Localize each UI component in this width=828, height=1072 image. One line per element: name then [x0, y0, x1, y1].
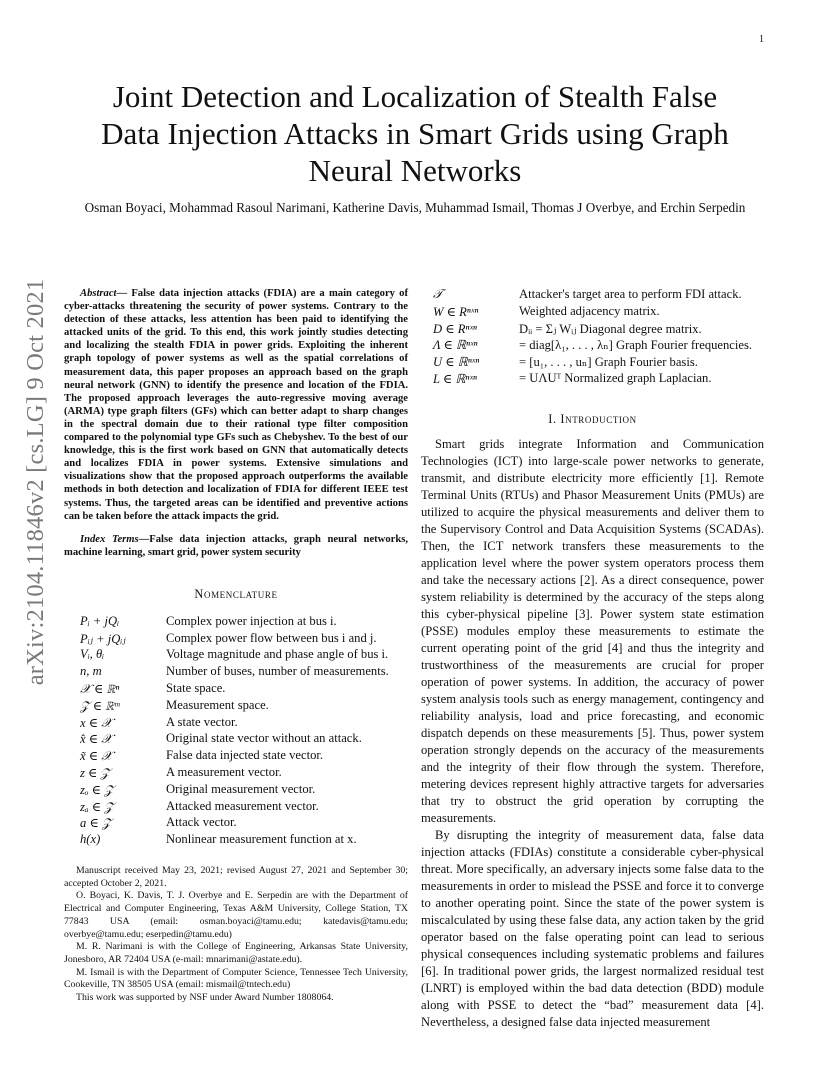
index-terms	[64, 533, 408, 559]
nomenclature-symbol: a ∈ 𝒵	[80, 816, 112, 831]
nomenclature-row	[421, 371, 764, 388]
nomenclature-row	[64, 698, 408, 715]
nomenclature-row	[421, 337, 764, 354]
nomenclature-symbol: x̂ ∈ 𝒳	[80, 732, 113, 747]
nomenclature-row	[64, 614, 408, 631]
nomenclature-symbol: L ∈ ℝⁿˣⁿ	[433, 371, 477, 386]
nomenclature-symbol: U ∈ ℝⁿˣⁿ	[433, 355, 480, 370]
nomenclature-description: Nonlinear measurement function at x.	[166, 832, 357, 847]
nomenclature-row	[64, 681, 408, 698]
nomenclature-symbol: x ∈ 𝒳	[80, 715, 113, 730]
abstract-lead: Abstract	[80, 288, 117, 299]
nomenclature-symbol: h(x)	[80, 832, 101, 847]
nomenclature-description: Complex power flow between bus i and j.	[166, 630, 377, 645]
nomenclature-row	[64, 765, 408, 782]
nomenclature-description: Number of buses, number of measurements.	[166, 664, 389, 679]
nomenclature-table-continued	[421, 287, 764, 388]
nomenclature-description: False data injected state vector.	[166, 748, 324, 763]
nomenclature-row	[64, 782, 408, 799]
author-list: Osman Boyaci, Mohammad Rasoul Narimani, Katherine Davis, Muhammad Ismail, Thomas J Overbye, and Erchin Serpedin	[84, 200, 746, 215]
nomenclature-symbol: 𝒵 ∈ ℝᵐ	[80, 698, 120, 713]
nomenclature-description: Weighted adjacency matrix.	[519, 303, 660, 318]
left-column	[64, 287, 408, 1005]
nomenclature-symbol: n, m	[80, 664, 102, 679]
nomenclature-row	[64, 731, 408, 748]
nomenclature-symbol: 𝒳 ∈ ℝⁿ	[80, 682, 120, 697]
nomenclature-row	[421, 304, 764, 321]
nomenclature-description: Attack vector.	[166, 815, 237, 830]
right-column	[421, 287, 764, 1031]
nomenclature-row	[64, 715, 408, 732]
nomenclature-row	[64, 832, 408, 849]
nomenclature-description: = UΛUᵀ Normalized graph Laplacian.	[519, 370, 712, 385]
index-terms-lead: Index Terms	[80, 533, 139, 545]
footnote: This work was supported by NSF under Award Number 1808064.	[76, 992, 334, 1004]
nomenclature-symbol: D ∈ Rⁿˣⁿ	[433, 321, 477, 336]
nomenclature-row	[421, 354, 764, 371]
nomenclature-description: Complex power injection at bus i.	[166, 613, 337, 628]
nomenclature-description: Voltage magnitude and phase angle of bus i.	[166, 647, 389, 662]
page-number: 1	[759, 34, 764, 45]
nomenclature-row	[421, 287, 764, 304]
nomenclature-symbol: 𝒯	[433, 287, 443, 301]
nomenclature-symbol: x̃ ∈ 𝒳	[80, 749, 113, 764]
nomenclature-heading: Nomenclature	[194, 586, 278, 601]
nomenclature-description: = diag[λ₁, . . . , λₙ] Graph Fourier frequencies.	[519, 338, 753, 353]
nomenclature-description: Attacker's target area to perform FDI attack.	[519, 287, 742, 301]
intro-paragraph: By disrupting the integrity of measurement data, false data injection attacks (FDIAs) constitute a considerable cyber-physical threat. More specifically, an adversary injects some false data to the measurements in order to mislead the PSSE and force it to converge to another operating point. Since the state of the power system is miscalculated by using these false data, any action taken by the grid operator based on the false operating point can lead to serious physical consequences including systematic problems and failures [6]. In traditional power grids, the largest normalized residual test (LNRT) is employed within the bad data detection (BDD) module along with PSSE to detect the “bad” measurement data [4]. Nevertheless, a designed false data injected measurement	[421, 827, 764, 1029]
footnote: M. Ismail is with the Department of Computer Science, Tennessee Tech University, Cookeville, TN 38505 USA (email: mismail@tntech.edu)	[64, 966, 408, 991]
nomenclature-row	[64, 664, 408, 681]
nomenclature-symbol: z ∈ 𝒵	[80, 766, 111, 781]
footnotes	[64, 865, 408, 1005]
abstract-text: — False data injection attacks (FDIA) are a main category of cyber-attacks threatening the security of power systems. Contrary to the detection of these attacks, less attention has been paid to identifying the attacked units of the grid. To this end, this work jointly studies detecting and localizing the stealth FDIA in power grids. Exploiting the inherent graph topology of power systems as well as the spatial correlations of measurement data, this paper proposes an approach based on the graph neural network (GNN) to identify the presence and location of the FDIA. The proposed approach leverages the auto-regressive moving average (ARMA) type graph filters (GFs) which can better adapt to sharp changes in the spectral domain due to their rational type filter composition compared to the polynomial type GFs such as Chebyshev. To the best of our knowledge, this is the first work based on GNN that automatically detects and localizes FDIA in power systems. Extensive simulations and visualizations show that the proposed approach outperforms the available methods in both detection and localization of FDIA for different IEEE test systems. Thus, the targeted areas can be identified and preventive actions can be taken before the attack impacts the grid.	[64, 288, 408, 522]
nomenclature-symbol: W ∈ Rⁿˣⁿ	[433, 304, 479, 319]
nomenclature-description: A state vector.	[166, 714, 238, 729]
nomenclature-description: = [u₁, . . . , uₙ] Graph Fourier basis.	[519, 355, 698, 370]
nomenclature-description: Original measurement vector.	[166, 781, 316, 796]
arxiv-identifier: arXiv:2104.11846v2 [cs.LG] 9 Oct 2021	[22, 278, 49, 686]
nomenclature-description: Attacked measurement vector.	[166, 798, 319, 813]
nomenclature-symbol: zₐ ∈ 𝒵	[80, 799, 114, 814]
nomenclature-row	[64, 631, 408, 648]
nomenclature-row	[421, 321, 764, 338]
introduction-heading: I. Introduction	[548, 411, 637, 426]
nomenclature-row	[64, 748, 408, 765]
nomenclature-symbol: zₒ ∈ 𝒵	[80, 782, 114, 797]
nomenclature-table	[64, 614, 408, 849]
paper-title: Joint Detection and Localization of Stealth False Data Injection Attacks in Smart Grids using Graph Neural Networks	[101, 79, 729, 188]
nomenclature-symbol: Λ ∈ ℝⁿˣⁿ	[433, 338, 478, 353]
nomenclature-symbol: Pᵢⱼ + jQᵢⱼ	[80, 631, 126, 646]
footnote: Manuscript received May 23, 2021; revised August 27, 2021 and September 30; accepted October 2, 2021.	[64, 865, 408, 889]
nomenclature-row	[64, 815, 408, 832]
nomenclature-symbol: Vᵢ, θᵢ	[80, 647, 105, 662]
nomenclature-description: Dᵢᵢ = Σⱼ Wᵢⱼ Diagonal degree matrix.	[519, 321, 702, 336]
footnote: M. R. Narimani is with the College of Engineering, Arkansas State University, Jonesboro, AR 72404 USA (e-mail: mnarimani@astate.edu).	[64, 941, 408, 965]
nomenclature-description: Measurement space.	[166, 697, 269, 712]
intro-paragraph: Smart grids integrate Information and Communication Technologies (ICT) into large-scale power networks to generate, transmit, and distribute electricity more efficiently [1]. Remote Terminal Units (RTUs) and Phasor Measurement Units (PMUs) are utilized to acquire the physical measurements and deliver them to the Supervisory Control and Data Acquisition Systems (SCADAs). Then, the ICT network transfers these measurements to the application level where the power system operators process them and take the necessary actions [2]. As a direct consequence, power system reliability is determined by the accuracy of the steps along this cyber-physical pipeline [3]. Power system state estimation (PSSE) modules employ these measurements to estimate the current operating point of the grid [4] and thus the integrity and trustworthiness of the measurements are crucial for proper operation of power systems. In addition, the accuracy of power system analysis tools such as energy management, contingency and reliability analysis, load and price forecasting, and economic dispatch depends on these measurements [5]. Thus, power system operation strongly depends on the accuracy of the measurements and the integrity of their flow through the system. Therefore, metering devices represent highly attractive targets for adversaries that try to obstruct the grid operation by corrupting the measurements.	[421, 436, 764, 825]
nomenclature-row	[64, 647, 408, 664]
nomenclature-description: State space.	[166, 681, 226, 696]
nomenclature-description: A measurement vector.	[166, 765, 282, 780]
abstract	[64, 287, 408, 523]
footnote: O. Boyaci, K. Davis, T. J. Overbye and E. Serpedin are with the Department of Electrical and Computer Engineering, Texas A&M University, College Station, TX 77843 USA (email: osman.boyaci@tamu.edu; katedavis@tamu.edu; overbye@tamu.edu; eserpedin@tamu.edu)	[64, 890, 408, 940]
nomenclature-row	[64, 799, 408, 816]
nomenclature-symbol: Pᵢ + jQᵢ	[80, 613, 120, 628]
nomenclature-description: Original state vector without an attack.	[166, 731, 362, 746]
index-terms-text: —False data injection attacks, graph neural networks, machine learning, smart grid, power system security	[64, 533, 408, 558]
